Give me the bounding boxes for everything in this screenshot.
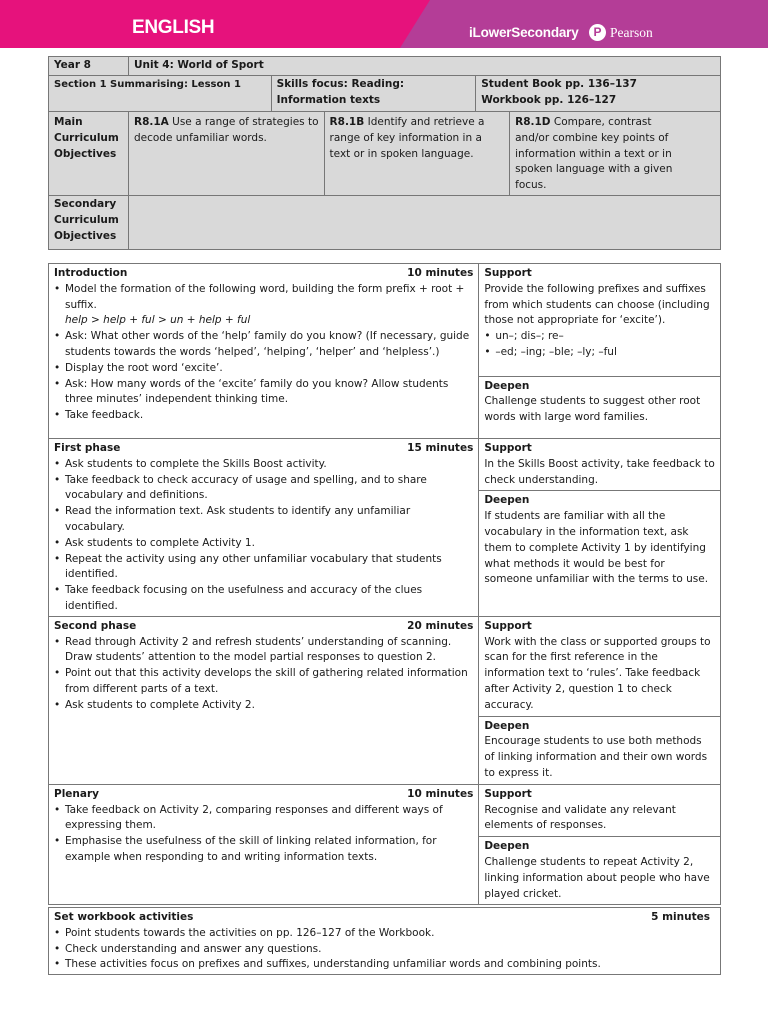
deepen-text: Encourage students to use both methods of linking information and their own words to express it. [484,735,708,779]
phase-title: Introduction [54,267,128,279]
phase-row-second [49,616,721,784]
workbook-item: • Check understanding and answer any questions. [54,942,710,958]
phase-activities [49,439,479,617]
support-item: • –ed; –ing; –ble; –ly; –ful [484,345,715,361]
activity-item: • Take feedback. [54,408,473,424]
header-banner [0,0,768,48]
activity-item: • Read through Activity 2 and refresh students’ understanding of scanning. Draw students’ attention to the model partial responses to question 2. [54,635,473,667]
workbook-time: 5 minutes [651,911,710,923]
activity-item: • Take feedback on Activity 2, comparing responses and different ways of expressing them. [54,803,473,835]
book-pages-cell [476,76,721,112]
activity-list [54,282,473,424]
deepen-label: Deepen [484,494,530,507]
phase-row-introduction [49,264,721,439]
year-cell: Year 8 [49,57,129,76]
support-label: Support [484,442,532,454]
objective-text: Compare, contrast and/or combine key points of information within a text or in spoken language with a given focus. [515,116,673,192]
objective-code: R8.1D [515,116,551,128]
support-deepen-table [479,617,720,784]
subject-title: ENGLISH [132,17,215,38]
support-cell [479,785,720,837]
support-cell [479,617,720,716]
phase-heading [54,441,473,457]
support-label: Support [484,787,532,800]
skills-focus-cell [271,76,476,112]
workbook-list [54,926,710,973]
phase-time: 15 minutes [407,442,474,454]
objective-r81a [128,112,324,196]
deepen-cell [479,376,720,428]
activity-text: Model the formation of the following word, building the form prefix + root + suffix. [65,282,465,311]
activity-item: • Ask students to complete the Skills Boost activity. [54,457,473,473]
pearson-logo-icon: P [589,24,606,41]
secondary-objectives-label [49,195,129,249]
support-text: In the Skills Boost activity, take feedback to check understanding. [484,457,715,486]
deepen-text: Challenge students to repeat Activity 2, linking information about people who have played cricket. [484,855,710,900]
activity-item: • Take feedback to check accuracy of usage and spelling, and to share vocabulary and definitions. [54,473,473,505]
phase-time: 10 minutes [407,787,474,800]
activity-item: • Emphasise the usefulness of the skill of linking related information, for example when responding to and writing information texts. [54,834,473,866]
secondary-label-line: Objectives [54,229,117,242]
skills-focus-line1: Skills focus: Reading: [276,78,405,90]
workbook-item: • These activities focus on prefixes and suffixes, understanding unfamiliar words and combining points. [54,957,710,973]
support-text: Work with the class or supported groups to scan for the first reference in the information text to ‘rules’. Take feedback after Activity 2, question 1 to check accuracy. [484,635,711,711]
main-label-line: Objectives [54,147,117,160]
phase-activities [49,264,479,439]
phase-title: First phase [54,442,121,454]
support-deepen-table [479,785,720,905]
lesson-info-table [48,56,721,250]
activity-item: • Ask: What other words of the ‘help’ family do you know? (If necessary, guide students towards the words ‘helped’, ‘helping’, ‘helper’ and ‘helpless’.) [54,329,473,361]
phase-heading [54,619,473,635]
activity-list [54,803,473,866]
workbook-title: Set workbook activities [54,911,194,923]
lesson-plan-table [48,263,721,905]
main-label-line: Curriculum [54,131,119,144]
phase-support-deepen [479,784,721,905]
phase-title: Second phase [54,619,137,632]
support-item: • un–; dis–; re– [484,329,715,345]
deepen-text: Challenge students to suggest other root words with large word families. [484,395,701,424]
secondary-label-line: Curriculum [54,213,119,226]
objective-r81b [324,112,510,196]
word-formation-example: help > help + ful > un + help + ful [65,314,251,327]
objective-code: R8.1B [329,116,365,128]
activity-list [54,457,473,615]
support-cell [479,264,720,376]
publisher-name: Pearson [610,25,653,40]
phase-time: 20 minutes [407,619,474,632]
phase-support-deepen [479,439,721,617]
activity-list [54,635,473,714]
student-book-pages: Student Book pp. 136–137 [481,78,637,90]
phase-time: 10 minutes [407,267,474,279]
objective-code: R8.1A [133,116,169,128]
deepen-label: Deepen [484,840,530,853]
phase-activities [49,784,479,905]
deepen-cell [479,716,720,784]
skills-focus-line2: Information texts [276,93,381,106]
activity-item: • Ask students to complete Activity 2. [54,698,473,714]
support-text: Provide the following prefixes and suffixes from which students can choose (including those not appropriate for ‘excite’). [484,282,710,327]
activity-item: • Repeat the activity using any other unfamiliar vocabulary that students identified. [54,552,473,584]
deepen-label: Deepen [484,719,530,732]
objective-r81d [510,112,721,196]
workbook-activities-box [48,907,721,975]
objective-text: Use a range of strategies to decode unfamiliar words. [133,116,319,144]
phase-activities [49,616,479,784]
unit-cell: Unit 4: World of Sport [128,57,720,76]
banner-left-panel [0,0,440,48]
workbook-item: • Point students towards the activities on pp. 126–127 of the Workbook. [54,926,710,942]
deepen-label: Deepen [484,379,530,392]
support-cell [479,439,720,491]
deepen-cell [479,837,720,905]
activity-item: • Read the information text. Ask students to identify any unfamiliar vocabulary. [54,504,473,536]
activity-item: • Point out that this activity develops the skill of gathering related information from different parts of a text. [54,666,473,698]
secondary-label-line: Secondary [54,197,117,210]
phase-support-deepen [479,264,721,439]
phase-heading [54,787,473,803]
brand-name: iLowerSecondary [469,25,579,40]
workbook-heading [54,910,710,926]
phase-row-plenary [49,784,721,905]
activity-item: • Ask students to complete Activity 1. [54,536,473,552]
support-label: Support [484,619,532,632]
objective-text: Identify and retrieve a range of key information in a text or in spoken language. [329,116,485,160]
phase-title: Plenary [54,787,99,800]
phase-row-first [49,439,721,617]
deepen-cell [479,491,720,590]
activity-item: • Display the root word ‘excite’. [54,361,473,377]
support-text: Recognise and validate any relevant elements of responses. [484,803,676,832]
section-cell: Section 1 Summarising: Lesson 1 [49,76,272,112]
phase-support-deepen [479,616,721,784]
secondary-objectives-cell [128,195,720,249]
main-objectives-label [49,112,129,196]
support-label: Support [484,267,532,279]
workbook-pages: Workbook pp. 126–127 [481,93,617,106]
support-list [484,329,715,361]
phase-heading [54,266,473,282]
support-deepen-table [479,264,720,428]
activity-item: • Take feedback focusing on the usefulness and accuracy of the clues identified. [54,583,473,615]
activity-item [54,282,473,329]
main-label-line: Main [54,116,83,128]
activity-item: • Ask: How many words of the ‘excite’ family do you know? Allow students three minutes’ independent thinking time. [54,377,473,409]
deepen-text: If students are familiar with all the vocabulary in the information text, ask them to complete Activity 1 by identifying what methods it would be best for someone unfamiliar with the terms to use. [484,510,709,586]
banner-right-panel [400,0,768,48]
support-deepen-table [479,439,720,590]
